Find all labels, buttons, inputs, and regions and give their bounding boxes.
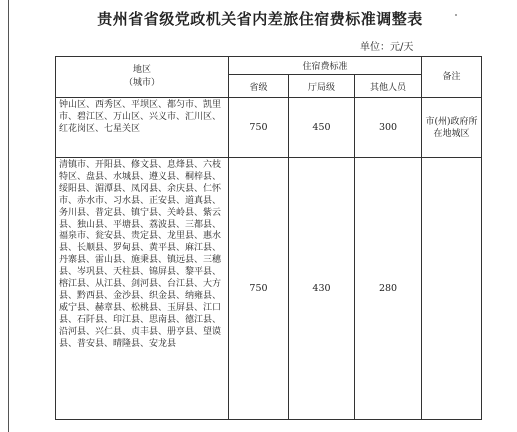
department-cell: 430: [289, 158, 355, 420]
note-cell: 市(州)政府所在地城区: [422, 98, 482, 158]
department-cell: 450: [289, 98, 355, 158]
scan-speck: [455, 14, 457, 16]
table-row: [56, 158, 482, 420]
accommodation-standard-table: [55, 56, 482, 420]
other-cell: 280: [355, 158, 422, 420]
header-note: 备注: [422, 57, 482, 98]
header-other: 其他人员: [355, 75, 422, 98]
unit-label: 单位：元/天: [360, 42, 414, 53]
table-row: [56, 98, 482, 158]
header-area-label: 地区: [132, 65, 151, 75]
region-cell: 钟山区、西秀区、平坝区、都匀市、凯里市、碧江区、万山区、兴义市、汇川区、红花岗区、七星关区: [56, 98, 229, 158]
header-provincial: 省级: [229, 75, 289, 98]
other-cell: 300: [355, 98, 422, 158]
header-area: [56, 57, 229, 98]
note-cell: [422, 158, 482, 420]
document-title: 贵州省省级党政机关省内差旅住宿费标准调整表: [97, 10, 423, 28]
page-left-rule: [8, 0, 9, 432]
header-department: 厅局级: [289, 75, 355, 98]
region-cell: 清镇市、开阳县、修文县、息烽县、六枝特区、盘县、水城县、遵义县、桐梓县、绥阳县、湄潭县、凤冈县、余庆县、仁怀市、赤水市、习水县、正安县、道真县、务川县、普定县、镇宁县、关岭县、紫云县、独山县、平塘县、荔波县、三都县、福泉市、瓮安县、贵定县、龙里县、惠水县、长顺县、罗甸县、黄平县、麻江县、丹寨县、雷山县、施秉县、镇远县、三穗县、岑巩县、天柱县、锦屏县、黎平县、榕江县、从江县、剑河县、台江县、大方县、黔西县、金沙县、织金县、纳雍县、威宁县、赫章县、松桃县、玉屏县、江口县、石阡县、印江县、思南县、德江县、沿河县、兴仁县、贞丰县、册亨县、望谟县、普安县、晴隆县、安龙县: [56, 158, 229, 420]
provincial-cell: 750: [229, 158, 289, 420]
header-area-sub: （城市）: [123, 78, 160, 88]
provincial-cell: 750: [229, 98, 289, 158]
header-standard: 住宿费标准: [229, 57, 422, 75]
